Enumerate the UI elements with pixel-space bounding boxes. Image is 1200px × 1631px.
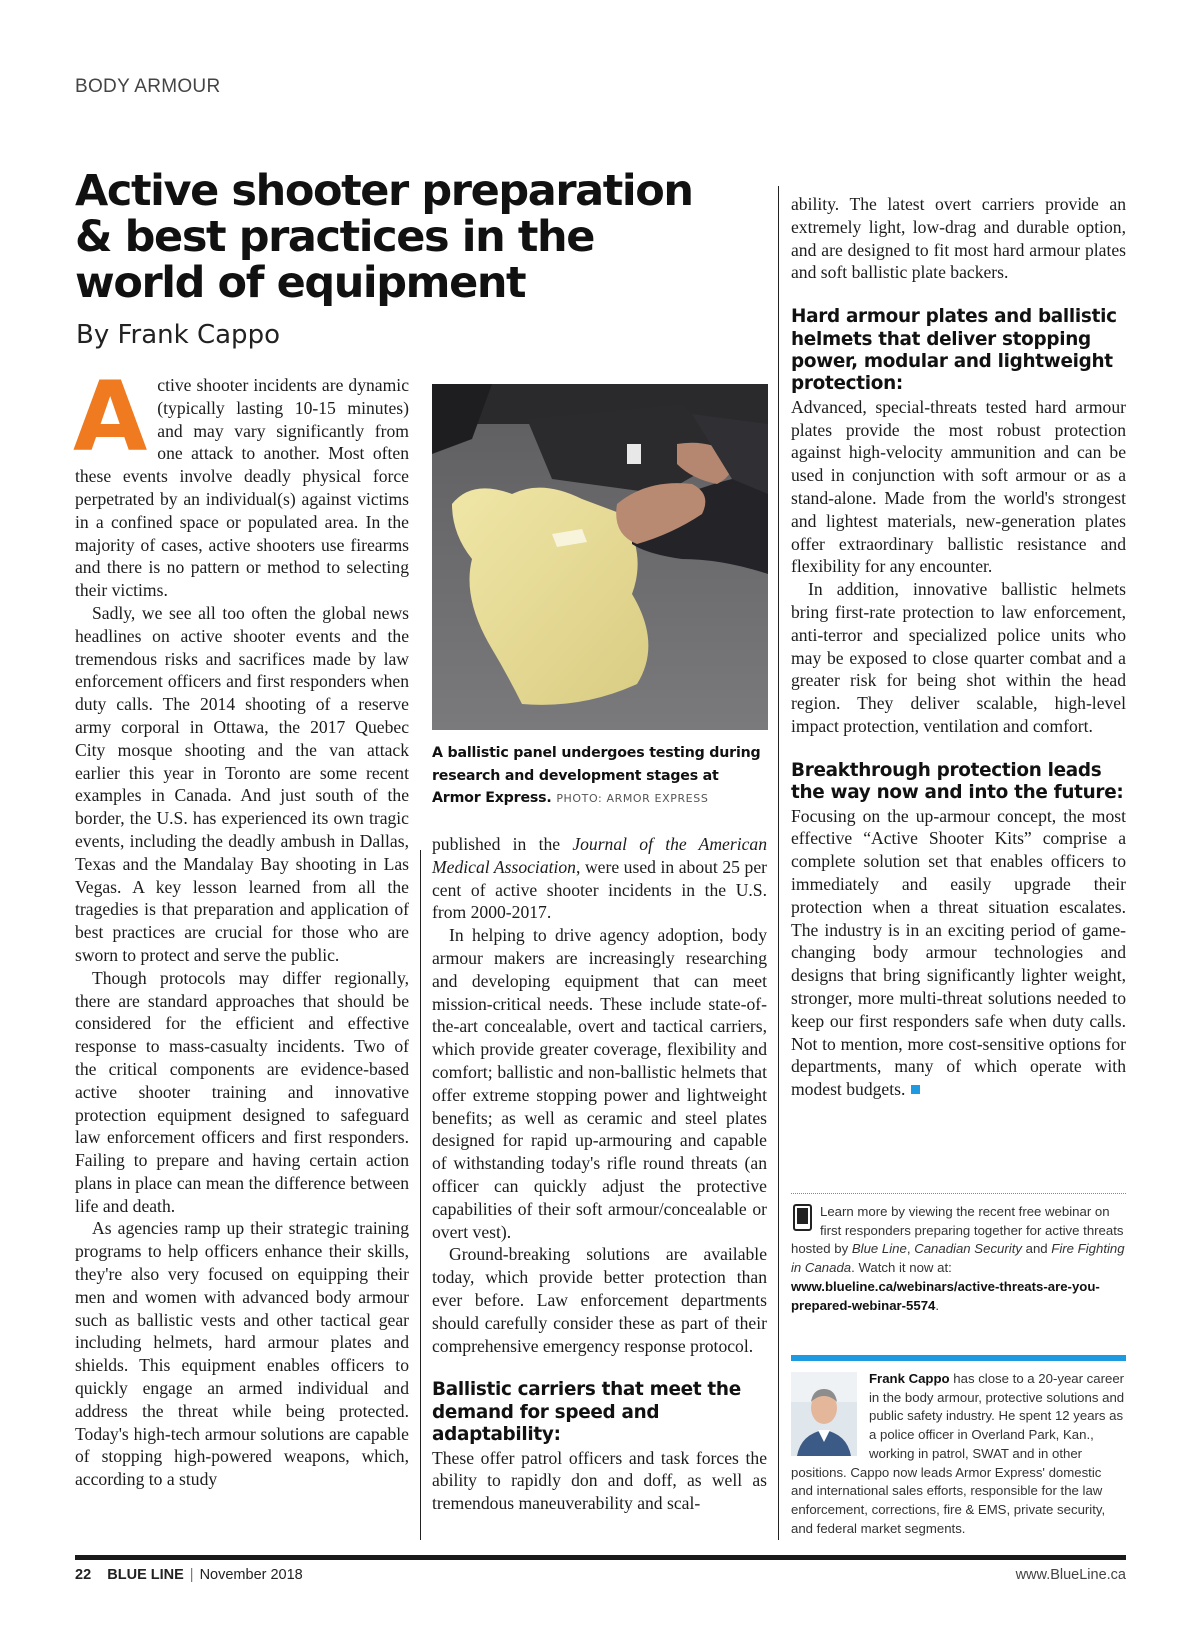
paragraph: Ground-breaking solutions are available today, which provide better protection than ever before. Law enforcement departments should carefully consider these as part of their comprehensive emergency response protocol. — [432, 1244, 767, 1356]
end-of-article-mark — [911, 1085, 920, 1094]
photo-caption: A ballistic panel undergoes testing during research and development stages at Armor Express. PHOTO: ARMOR EXPRESS — [432, 745, 761, 806]
subheading: Breakthrough protection leads the way now and into the future: — [791, 759, 1124, 804]
subheading: Hard armour plates and ballistic helmets that deliver stopping power, modular and lightweight protection: — [791, 306, 1117, 395]
photo-credit: PHOTO: ARMOR EXPRESS — [556, 792, 709, 805]
paragraph-text: ctive shooter incidents are dynamic (typically lasting 10-15 minutes) and may vary significantly from one attack to another. Most often these events involve deadly physical force perpetrated by an individual(s) against victims in a confined space or populated area. In the majority of cases, active shooters use firearms and there is no pattern or method to selecting their victims. — [75, 375, 409, 601]
paragraph: Though protocols may differ regionally, there are standard approaches that should be considered for the efficient and effective response to mass-casualty incidents. Two of the critical components are evidence-based active shooter training and innovative protection equipment designed to safeguard law enforcement officers and first responders. Failing to prepare and having certain action plans in place can mean the difference between life and death. — [75, 967, 409, 1216]
footer-folio — [75, 1567, 303, 1583]
footer-rule — [75, 1555, 1126, 1560]
paragraph — [73, 361, 409, 602]
promo-text: . — [935, 1297, 940, 1313]
paragraph — [432, 833, 767, 924]
journal-title: Journal of the American Medical Association — [432, 834, 768, 877]
promo-text: Learn more by viewing the recent free webinar on first responders preparing together for active threats hosted by — [791, 1204, 1124, 1257]
byline: By Frank Cappo — [76, 320, 280, 350]
paragraph: These offer patrol officers and task forces the ability to rapidly don and doff, as well as tremendous maneuverability and scal- — [432, 1447, 767, 1514]
article-photo — [432, 384, 768, 730]
author-name: Frank Cappo — [869, 1371, 950, 1386]
author-avatar — [791, 1372, 857, 1456]
column-divider — [420, 850, 421, 1540]
magazine-name: BLUE LINE — [107, 1567, 184, 1583]
column-divider — [778, 186, 779, 1540]
drop-cap: A — [73, 361, 148, 473]
article-column-1 — [73, 361, 409, 1491]
promo-text: , — [906, 1241, 915, 1257]
paragraph — [791, 805, 1126, 1101]
paragraph: As agencies ramp up their strategic training programs to help officers enhance their skills, they're also very focused on equipping their men and women with advanced body armour such as ballistic vests and other tactical gear including helmets, hard armour plates and shields. This equipment enables officers to quickly engage an armed individual and address the threat while being protected. Today's high-tech armour solutions are capable of stopping high-powered weapons, which, according to a study — [75, 1218, 409, 1490]
publication-name: Fire Fighting in Canada — [791, 1241, 1125, 1276]
paragraph: In addition, innovative ballistic helmets bring first-rate protection to law enforcement, anti-terror and specialized police units who may be exposed to close quarter combat and a greater risk for being shot within the head region. They deliver scalable, high-level impact protection, ventilation and comfort. — [791, 579, 1126, 736]
paragraph: Advanced, special-threats tested hard armour plates provide the most robust protection against high-velocity ammunition and can be used in conjunction with soft armour or as a stand-alone. Made from the world's strongest and lightest materials, new-generation plates offer extraordinary ballistic resistance and flexibility for any encounter. — [791, 396, 1126, 577]
page-number: 22 — [75, 1567, 92, 1583]
bio-text: has close to a 20-year career in the body armour, protective solutions and public safety industry. He spent 12 years as a police officer in Overland Park, Kan., working in patrol, SWAT and in other positions. Cappo now leads Armor Express' domestic and international sales efforts, responsible for the law enforcement, corrections, fire & EMS, private security, and federal market segments. — [791, 1371, 1125, 1536]
footer-website[interactable]: www.BlueLine.ca — [1015, 1567, 1126, 1583]
article-column-2 — [432, 833, 767, 1515]
publication-name: Blue Line — [851, 1241, 907, 1257]
promo-text: . Watch it now at: — [851, 1260, 952, 1276]
dotted-divider — [791, 1193, 1126, 1194]
paragraph: Sadly, we see all too often the global news headlines on active shooter events and the tremendous risks and sacrifices made by law enforcement officers and first responders when duty calls. The 2014 shooting of a reserve army corporal in Ottawa, the 2017 Quebec City mosque shooting and the van attack earlier this year in Toronto are some recent examples in Canada. And just south of the border, the U.S. has experienced its own tragic events, including the deadly ambush in Dallas, Texas and the Mandalay Bay shooting in Las Vegas. A key lesson learned from all the tragedies is that preparation and application of best practices are crucial for those who are sworn to protect and serve the public. — [75, 602, 409, 965]
author-bio-bar — [791, 1355, 1126, 1361]
author-bio — [791, 1370, 1126, 1538]
issue-date: November 2018 — [199, 1567, 303, 1583]
footer-separator: | — [189, 1567, 194, 1583]
article-column-3 — [791, 193, 1126, 1101]
webinar-promo — [791, 1203, 1126, 1315]
paragraph-text: , were used in about 25 per cent of active shooter incidents in the U.S. from 2000-2017. — [432, 856, 767, 923]
section-label: BODY ARMOUR — [75, 76, 221, 97]
subheading: Ballistic carriers that meet the demand for speed and adaptability: — [432, 1379, 741, 1446]
paragraph-text: Focusing on the up-armour concept, the most effective “Active Shooter Kits” comprise a complete solution set that enables officers to immediately and easily upgrade their protection when a threat situation escalates. The industry is in an exciting period of game-changing body armour technologies and designs that bring significantly lighter weight, stronger, more multi-threat solutions needed to keep our first responders safe when duty calls. Not to mention, more cost-sensitive options for departments, many of which operate with modest budgets. — [791, 805, 1126, 1100]
paragraph-text: published in the — [432, 834, 573, 854]
promo-text: and — [1021, 1241, 1052, 1257]
tablet-icon — [793, 1204, 812, 1231]
paragraph: In helping to drive agency adoption, body armour makers are increasingly researching and developing equipment that can meet mission-critical needs. These include state-of-the-art concealable, overt and tactical carriers, which provide greater coverage, flexibility and comfort; ballistic and non-ballistic helmets that offer extreme stopping power and lightweight benefits; as well as ceramic and steel plates designed for rapid up-armouring and capable of withstanding today's rifle round threats (an officer can quickly adjust the protective capabilities of their soft armour/concealable or overt vest). — [432, 925, 767, 1242]
caption-text: A ballistic panel undergoes testing during research and development stages at Armor Express — [432, 745, 761, 806]
webinar-link[interactable]: www.blueline.ca/webinars/active-threats-are-you-prepared-webinar-5574 — [791, 1278, 1100, 1313]
paragraph: ability. The latest overt carriers provide an extremely light, low-drag and durable option, and are designed to fit most hard armour plates and soft ballistic plate backers. — [791, 194, 1126, 283]
ballistic-panel-photo-illustration — [432, 384, 768, 730]
publication-name: Canadian Security — [914, 1241, 1022, 1257]
article-headline: Active shooter preparation & best practices in the world of equipment — [75, 166, 693, 308]
